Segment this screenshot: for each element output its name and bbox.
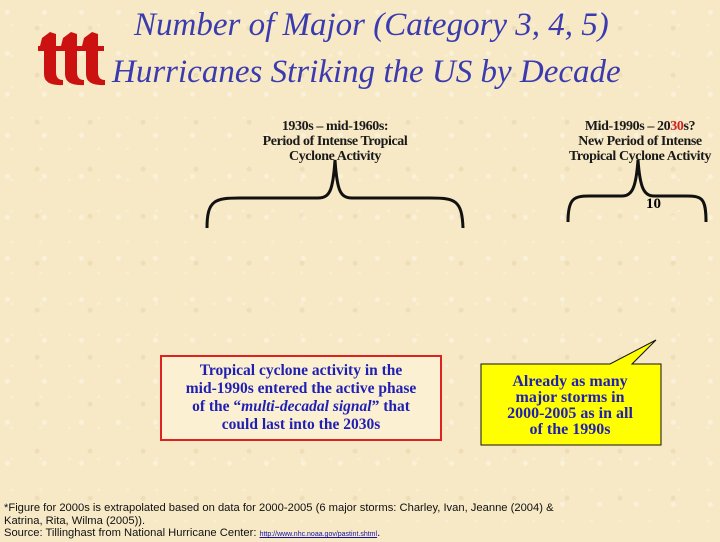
source-link[interactable]: http://www.nhc.noaa.gov/pastint.shtml [259, 531, 378, 538]
period-right-line-1-post: s? [683, 119, 696, 134]
period-right-line-2: New Period of Intense [578, 134, 702, 149]
period-right-line-1-pre: Mid-1990s – 20 [584, 119, 671, 134]
title-line-1: Number of Major (Category 3, 4, 5) [134, 7, 609, 43]
callout-line-3: 2000-2005 as in all [507, 405, 633, 422]
title-line-2: Hurricanes Striking the US by Decade [112, 54, 621, 90]
footnote-source: Source: Tillinghast from National Hurricane Center: [4, 527, 260, 539]
period-right-highlight: 30 [670, 119, 684, 134]
period-right-line-3: Tropical Cyclone Activity [569, 149, 711, 164]
box-line-1: Tropical cyclone activity in the [199, 362, 403, 379]
period-left-line-3: Cyclone Activity [289, 149, 381, 164]
callout-line-4: of the 1990s [529, 421, 611, 438]
box-line-2: mid-1990s entered the active phase [185, 380, 417, 397]
callout-text [484, 374, 656, 438]
footnote [4, 502, 554, 542]
box-line-3-post: ” that [371, 398, 410, 415]
period-left-line-1: 1930s – mid-1960s: [281, 119, 389, 134]
callout-line-1: Already as many [512, 373, 628, 390]
footnote-line-3: Source: Tillinghast from National Hurricane Center: http://www.nhc.noaa.gov/pastint.shtml. [4, 527, 381, 539]
value-label: 10 [646, 196, 661, 212]
box-line-3-pre: of the “ [192, 398, 242, 415]
box-line-4: could last into the 2030s [221, 416, 381, 433]
period-left-line-2: Period of Intense Tropical [262, 134, 408, 149]
footnote-line-2: Katrina, Rita, Wilma (2005)). [4, 514, 146, 527]
callout-line-2: major storms in [515, 389, 625, 406]
box-emphasis: multi-decadal signal [241, 398, 372, 415]
footnote-line-1: *Figure for 2000s is extrapolated based on data for 2000-2005 (6 major storms: Charley, Ivan, Jeanne (2004) & [4, 502, 554, 514]
